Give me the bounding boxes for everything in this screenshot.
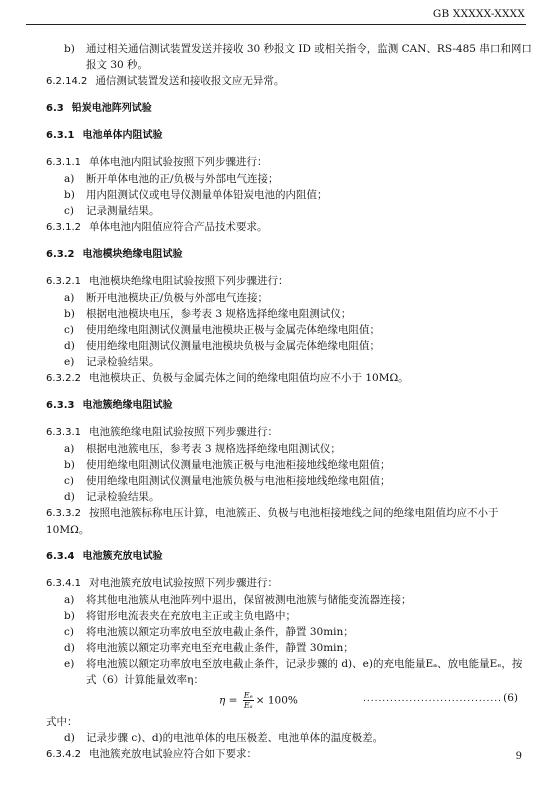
clause [46,219,526,236]
list-item-continuation: 报文 30 秒。 [86,59,149,71]
spacer [46,144,526,154]
list-item-text: 使用绝缘电阻测试仪测量电池簇负极与电池柜接地线绝缘电阻值； [86,475,391,487]
list-marker: d) [64,340,75,352]
clause-text: 单体电池内阻值应符合产品技术要求。 [89,221,268,233]
list-item [46,489,526,505]
clause-number: 6.3.3.2 [46,508,81,519]
list-item [46,171,526,187]
formula-fraction [243,691,254,710]
formula-number: (6) [503,692,518,704]
list-item-text: 将其他电池簇从电池阵列中退出，保留被测电池簇与储能变流器连接； [86,594,412,606]
clause-text: 电池簇绝缘电阻试验按照下列步骤进行： [89,426,278,438]
clause [46,273,526,290]
formula-6 [46,688,526,714]
header-rule [26,24,526,25]
list-marker: c) [64,324,74,336]
section-number: 6.3.1 [46,130,75,141]
clause [46,73,526,90]
formula-numerator: Eₑ [243,691,253,700]
section-number: 6.3.4 [46,551,75,562]
clause [46,424,526,441]
section-heading [46,397,526,414]
spacer [46,263,526,273]
section-heading [46,246,526,263]
clause [46,746,526,763]
formula-lhs: η = [219,694,238,707]
list-item [46,656,526,672]
list-marker: b) [64,610,75,622]
list-item-text: 通过相关通信测试装置发送并接收 30 秒报文 ID 或相关指令，监测 CAN、RS-485 串口和网口 [86,43,532,55]
list-item-text: 将电池簇以额定功率充电至充电截止条件，静置 30min； [86,642,354,654]
list-item-text: 将电池簇以额定功率放电至放电截止条件，静置 30min； [86,626,354,638]
section-title: 电池簇绝缘电阻试验 [82,400,173,411]
formula-expression [219,691,298,710]
list-marker: e) [64,356,75,368]
list-marker: a) [64,292,75,304]
list-item [46,187,526,203]
section-heading [46,100,526,117]
list-item-text: 记录测量结果。 [86,205,160,217]
list-item-text: 记录检验结果。 [86,356,160,368]
list-item [46,338,526,354]
list-item [46,354,526,370]
list-item [46,290,526,306]
spacer [46,538,526,548]
clause-text: 通信测试装置发送和接收报文应无异常。 [95,75,285,87]
clause-text: 电池模块正、负极与金属壳体之间的绝缘电阻值均应不小于 10MΩ。 [89,372,409,384]
list-item-text: 使用绝缘电阻测试仪测量电池簇正极与电池柜接地线绝缘电阻值； [86,459,391,471]
list-item-text: 记录步骤 c)、d)的电池单体的电压极差、电池单体的温度极差。 [86,732,384,744]
clause-number: 6.3.2.1 [46,276,81,287]
list-item [46,592,526,608]
list-item-text: 使用绝缘电阻测试仪测量电池模块正极与金属壳体绝缘电阻值； [86,324,380,336]
list-marker: d) [64,491,75,503]
section-title: 电池单体内阻试验 [82,130,163,141]
clause-number: 6.3.4.2 [46,749,81,760]
list-item [46,41,532,57]
list-item [46,322,526,338]
formula-leader-dots: .................................... [363,694,502,704]
formula-denominator: Eₐ [243,701,253,710]
list-marker: c) [64,626,74,638]
clause-number: 6.3.3.1 [46,427,81,438]
section-number: 6.3 [46,103,64,114]
spacer [46,90,526,100]
clause [46,575,526,592]
standard-code: GB XXXXX-XXXX [432,8,525,20]
list-marker: a) [64,173,75,185]
list-marker: a) [64,594,75,606]
section-title: 铅炭电池阵列试验 [71,103,152,114]
clause-number: 6.3.2.2 [46,373,81,384]
section-number: 6.3.3 [46,400,75,411]
list-marker: e) [64,658,75,670]
list-item-text: 将电池簇以额定功率放电至放电截止条件，记录步骤的 d)、e)的充电能量Eₐ、放电能量Eₑ，按 [86,658,523,670]
section-title: 电池模块绝缘电阻试验 [82,249,183,260]
paragraph-text: 式中： [46,716,78,728]
clause-text: 对电池簇充放电试验按照下列步骤进行： [89,577,278,589]
page-number: 9 [515,751,522,762]
list-marker: a) [64,443,75,455]
list-item-text: 使用绝缘电阻测试仪测量电池模块负极与金属壳体绝缘电阻值； [86,340,380,352]
list-marker: c) [64,205,74,217]
section-heading [46,548,526,565]
clause [46,370,526,387]
list-item-continuation: 式（6）计算能量效率η： [86,674,204,686]
clause-number: 6.3.1.1 [46,157,81,168]
list-item-text: 根据电池簇电压，参考表 3 规格选择绝缘电阻测试仪； [86,443,341,455]
list-item-text: 断开单体电池的正/负极与外部电气连接； [86,173,279,185]
list-item-text: 记录检验结果。 [86,491,160,503]
clause-text: 电池簇充放电试验应符合如下要求： [89,748,257,760]
list-item [46,457,526,473]
list-item-text: 断开电池模块正/负极与外部电气连接； [86,292,269,304]
clause-number: 6.2.14.2 [46,76,88,87]
list-item [46,306,526,322]
list-marker: b) [64,308,75,320]
clause-text: 电池模块绝缘电阻试验按照下列步骤进行： [89,275,289,287]
list-marker: b) [64,459,75,471]
spacer [46,236,526,246]
clause [46,505,526,522]
list-marker: c) [64,475,74,487]
document-body [46,41,532,763]
list-marker: b) [64,189,75,201]
list-item [46,640,526,656]
clause-text: 单体电池内阻试验按照下列步骤进行： [89,156,268,168]
list-marker: b) [64,43,75,55]
section-heading [46,127,526,144]
list-item [46,473,526,489]
list-marker: d) [64,642,75,654]
list-item-text: 用内阻测试仪或电导仪测量单体铅炭电池的内阻值； [86,189,328,201]
clause-number: 6.3.1.2 [46,222,81,233]
clause-number: 6.3.4.1 [46,578,81,589]
paragraph-text: 10MΩ。 [46,524,90,536]
formula-rhs: × 100% [255,694,298,707]
list-item [46,203,526,219]
section-number: 6.3.2 [46,249,75,260]
list-item [46,441,526,457]
list-item [46,608,526,624]
clause [46,154,526,171]
list-item [46,730,526,746]
list-item [46,624,526,640]
spacer [46,565,526,575]
clause-text: 按照电池簇标称电压计算，电池簇正、负极与电池柜接地线之间的绝缘电阻值均应不小于 [89,507,499,519]
list-item-text: 根据电池模块电压，参考表 3 规格选择绝缘电阻测试仪； [86,308,352,320]
spacer [46,387,526,397]
list-marker: d) [64,732,75,744]
spacer [46,117,526,127]
list-item-text: 将钳形电流表夹在充放电主正或主负电路中； [86,610,296,622]
spacer [46,414,526,424]
section-title: 电池簇充放电试验 [82,551,163,562]
